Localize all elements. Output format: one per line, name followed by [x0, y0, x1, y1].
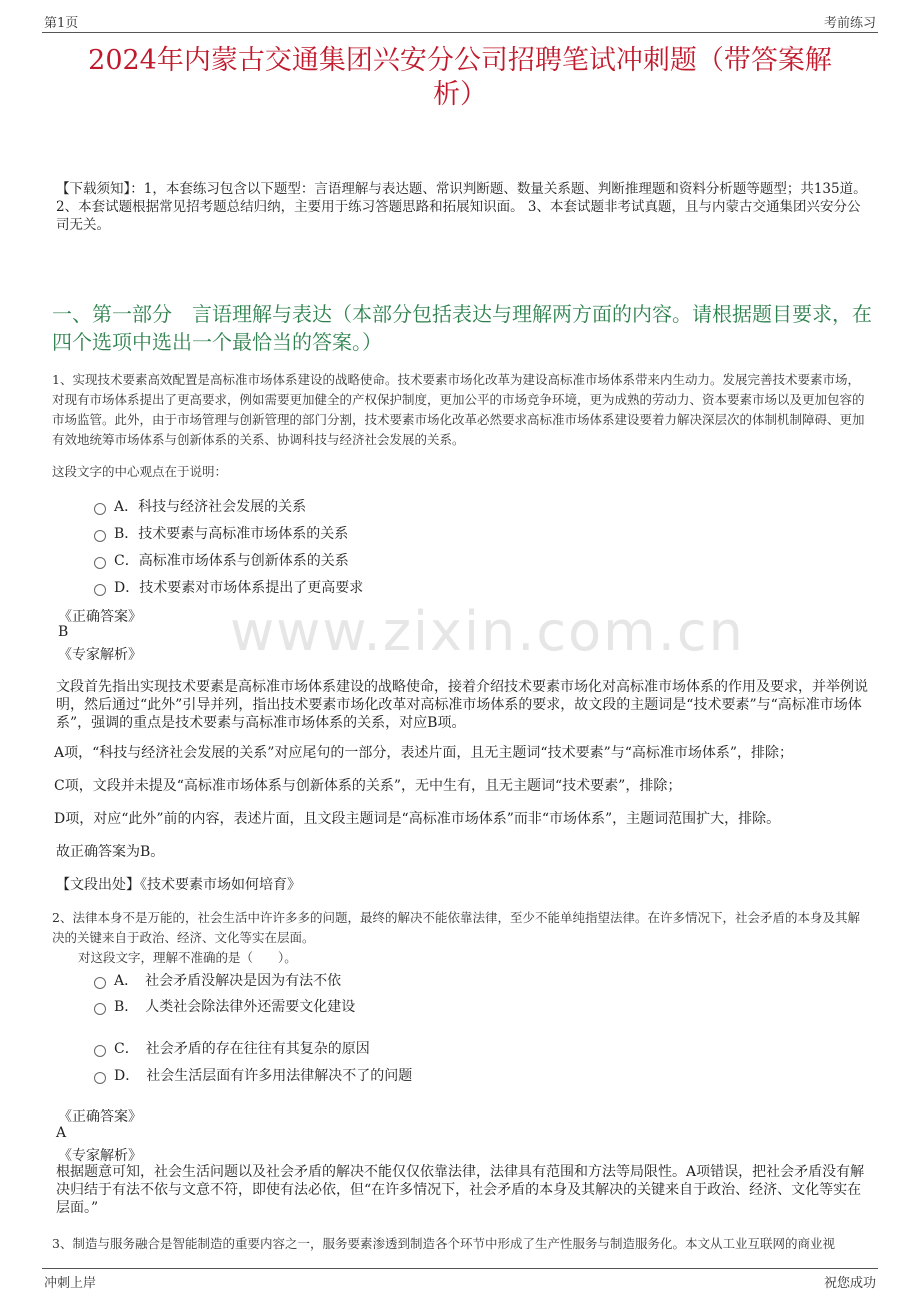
question-2-text: 2、法律本身不是万能的，社会生活中许许多多的问题，最终的解决不能依靠法律，至少不能单纯指望法律。在许多情况下，社会矛盾的本身及其解决的关键来自于政治、经济、文化等实在层面。 — [52, 910, 860, 945]
question-1-text: 1、实现技术要素高效配置是高标准市场体系建设的战略使命。技术要素市场化改革为建设高标准市场体系带来内生动力。发展完善技术要素市场，对现有市场体系提出了更高要求，例如需要更加健全的产权保护制度，更加公平的市场竞争环境，更为成熟的劳动力、资本要素市场以及更加包容的市场监管。此外，由于市场管理与创新管理的部门分割，技术要素市场化改革必然要求高标准市场体系建设要着力解决深层次的体制机制障碍、更加有效地统筹市场体系与创新体系的关系、协调科技与经济社会发展的关系。 — [52, 372, 865, 447]
question-2-stem: 对这段文字，理解不准确的是（ ）。 — [78, 950, 297, 965]
page-number: 第1页 — [44, 16, 79, 31]
q1-source: 【文段出处】《技术要素市场如何培育》 — [56, 877, 301, 893]
watermark: www.zixin.com.cn — [230, 600, 745, 663]
section-heading: 一、第一部分 言语理解与表达（本部分包括表达与理解两方面的内容。请根据题目要求，在四个选项中选出一个最恰当的答案。） — [52, 302, 872, 354]
download-notice: 【下载须知】：1，本套练习包含以下题型：言语理解与表达题、常识判断题、数量关系题、判断推理题和资料分析题等题型；共135道。 2、本套试题根据常见招考题总结归纳，主要用于练习答题思路和拓展知识面。 3、本套试题非考试真题，且与内蒙古交通集团兴安分公司无关。 — [56, 181, 867, 233]
option-label: B． 人类社会除法律外还需要文化建设 — [114, 999, 356, 1015]
option-label: C．高标准市场体系与创新体系的关系 — [114, 553, 349, 569]
q2-option-c[interactable] — [94, 1038, 370, 1058]
document-title — [40, 44, 880, 112]
q2-answer: A — [56, 1125, 67, 1141]
header-divider — [42, 32, 878, 33]
radio-icon[interactable] — [94, 503, 106, 515]
q1-option-b[interactable] — [94, 523, 348, 543]
option-label: C． 社会矛盾的存在往往有其复杂的原因 — [114, 1041, 370, 1057]
q1-option-a[interactable] — [94, 496, 306, 516]
q1-analysis-5: 故正确答案为B。 — [56, 844, 165, 860]
q2-answer-label: 《正确答案》 — [58, 1109, 142, 1125]
option-label: D． 社会生活层面有许多用法律解决不了的问题 — [114, 1068, 413, 1084]
q2-analysis-label: 《专家解析》 — [58, 1148, 142, 1164]
q2-analysis: 根据题意可知，社会生活问题以及社会矛盾的解决不能仅仅依靠法律，法律具有范围和方法等局限性。A项错误，把社会矛盾没有解决归结于有法不依与文意不符，即使有法必依，但“在许多情况下，社会矛盾的本身及其解决的关键来自于政治、经济、文化等实在层面。” — [56, 1164, 865, 1216]
radio-icon[interactable] — [94, 1045, 106, 1057]
q2-option-b[interactable] — [94, 996, 355, 1016]
title-line-1: 2024年内蒙古交通集团兴安分公司招聘笔试冲刺题（带答案解 — [88, 45, 832, 76]
option-label: B．技术要素与高标准市场体系的关系 — [114, 526, 349, 542]
option-label: A．科技与经济社会发展的关系 — [114, 499, 307, 515]
q1-answer-label: 《正确答案》 — [58, 609, 142, 625]
radio-icon[interactable] — [94, 1072, 106, 1084]
q1-analysis-4: D项，对应“此外”前的内容，表述片面，且文段主题词是“高标准市场体系”而非“市场体系”，主题词范围扩大，排除。 — [54, 811, 781, 827]
radio-icon[interactable] — [94, 584, 106, 596]
q1-analysis-label: 《专家解析》 — [58, 647, 142, 663]
q1-option-d[interactable] — [94, 577, 363, 597]
title-line-2: 析） — [433, 79, 487, 110]
footer-left: 冲刺上岸 — [44, 1276, 97, 1291]
radio-icon[interactable] — [94, 530, 106, 542]
q2-option-d[interactable] — [94, 1065, 412, 1085]
q1-answer: B — [58, 624, 69, 640]
option-label: A． 社会矛盾没解决是因为有法不依 — [114, 973, 342, 989]
q1-analysis-2: A项，“科技与经济社会发展的关系”对应尾句的一部分，表述片面，且无主题词“技术要素”与“高标准市场体系”，排除； — [54, 745, 794, 761]
radio-icon[interactable] — [94, 1003, 106, 1015]
footer-divider — [42, 1268, 878, 1269]
question-1-stem: 这段文字的中心观点在于说明： — [52, 464, 228, 479]
radio-icon[interactable] — [94, 977, 106, 989]
option-label: D．技术要素对市场体系提出了更高要求 — [114, 580, 364, 596]
q1-analysis-3: C项，文段并未提及“高标准市场体系与创新体系的关系”，无中生有，且无主题词“技术要素”，排除； — [54, 778, 682, 794]
radio-icon[interactable] — [94, 557, 106, 569]
question-3-text: 3、制造与服务融合是智能制造的重要内容之一，服务要素渗透到制造各个环节中形成了生产性服务与制造服务化。本文从工业互联网的商业视 — [52, 1236, 835, 1251]
q2-option-a[interactable] — [94, 970, 341, 990]
footer-right: 祝您成功 — [823, 1276, 876, 1291]
q1-analysis-1: 文段首先指出实现技术要素是高标准市场体系建设的战略使命，接着介绍技术要素市场化对高标准市场体系的作用及要求，并举例说明，然后通过“此外”引导并列，指出技术要素市场化改革对高标准市场体系的要求，故文段的主题词是“技术要素”与“高标准市场体系”，强调的重点是技术要素与高标准市场体系的关系，对应B项。 — [56, 679, 868, 731]
q1-option-c[interactable] — [94, 550, 349, 570]
header-tag: 考前练习 — [823, 16, 876, 31]
